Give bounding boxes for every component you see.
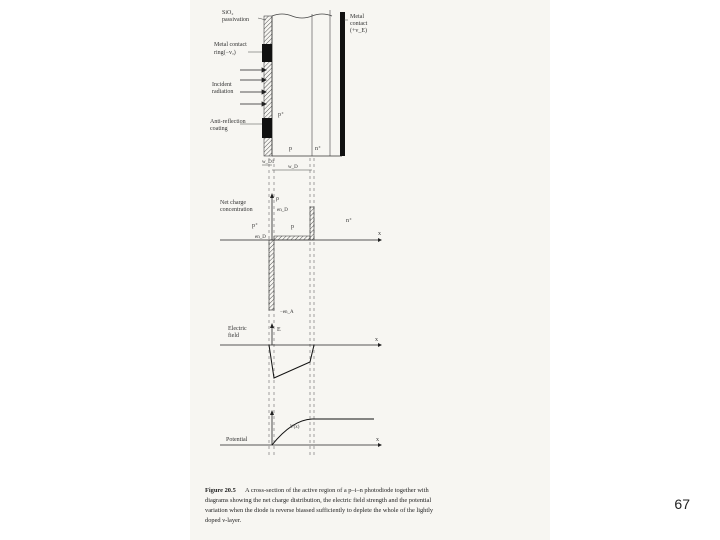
- field-x-label: x: [375, 337, 378, 343]
- n-plus-charge-region: [310, 207, 314, 240]
- region-n-plus-label: n⁺: [315, 146, 322, 152]
- metal-contact-right-label-3: (+v_E): [350, 28, 368, 34]
- potential-curve: [272, 419, 374, 445]
- v-x-label: V(x): [290, 425, 300, 430]
- charge-n-plus-label: n⁺: [346, 218, 353, 224]
- w-d2-label: w_D: [288, 165, 298, 170]
- charge-x-label: x: [378, 231, 381, 237]
- metal-contact-ring-top: [262, 44, 272, 62]
- net-charge-label-2: concentration: [220, 207, 253, 213]
- electric-label-2: field: [228, 333, 239, 339]
- metal-contact-ring-label-2: ring(−vₐ): [214, 50, 236, 56]
- caption-line-4: doped ν-layer.: [205, 517, 242, 524]
- metal-contact-right-label-1: Metal: [350, 14, 364, 20]
- electric-label-1: Electric: [228, 326, 247, 332]
- w-d1-label: w_D1: [262, 160, 275, 165]
- right-metal-contact: [340, 12, 345, 156]
- p-region-charge: [274, 236, 310, 240]
- potential-label: Potential: [226, 437, 248, 443]
- electric-field-plot: [220, 323, 382, 378]
- figure-caption: [205, 487, 434, 524]
- sio2-label: SiO₂: [222, 10, 234, 16]
- negative-charge-region: [269, 240, 274, 310]
- net-charge-label-1: Net charge: [220, 200, 247, 206]
- caption-line-3: variation when the diode is reverse biassed sufficiently to deplete the whole of the lightly: [205, 507, 434, 514]
- device-cross-section: [210, 10, 368, 170]
- charge-p-plus-label: p⁺: [252, 223, 259, 229]
- minus-en-a-label: −en_A: [280, 310, 294, 315]
- slide-number: 67: [674, 496, 690, 512]
- field-profile: [269, 345, 314, 378]
- incident-radiation-arrows: [240, 68, 266, 106]
- dashed-guide-lines: [269, 158, 314, 455]
- rho-label: ρ: [276, 196, 279, 202]
- region-p-label: p: [289, 146, 292, 152]
- en-d-label: en_D: [277, 208, 288, 213]
- field-e-label: E: [277, 327, 281, 333]
- metal-contact-ring-bottom: [262, 118, 272, 138]
- passivation-label: passivation: [222, 17, 249, 23]
- potential-plot: [220, 410, 382, 447]
- caption-line-1: A cross-section of the active region of a p–i–n photodiode together with: [245, 487, 429, 494]
- net-charge-plot: [220, 193, 382, 315]
- metal-contact-ring-label-1: Metal contact: [214, 42, 247, 48]
- caption-figure-number: Figure 20.5: [205, 487, 236, 494]
- p-plus-label: p⁺: [278, 112, 285, 118]
- incident-radiation-label-2: radiation: [212, 89, 234, 95]
- metal-contact-right-label-2: contact: [350, 21, 368, 27]
- potential-x-label: x: [376, 437, 379, 443]
- anti-reflection-label-1: Anti-reflection: [210, 119, 246, 125]
- anti-reflection-label-2: coating: [210, 126, 228, 132]
- wavy-top-edge: [272, 14, 332, 18]
- charge-p-label: p: [291, 224, 294, 230]
- caption-line-2: diagrams showing the net charge distribution, the electric field strength and the potential: [205, 497, 432, 504]
- incident-radiation-label-1: Incident: [212, 82, 232, 88]
- en-d-left-label: en_D: [255, 235, 266, 240]
